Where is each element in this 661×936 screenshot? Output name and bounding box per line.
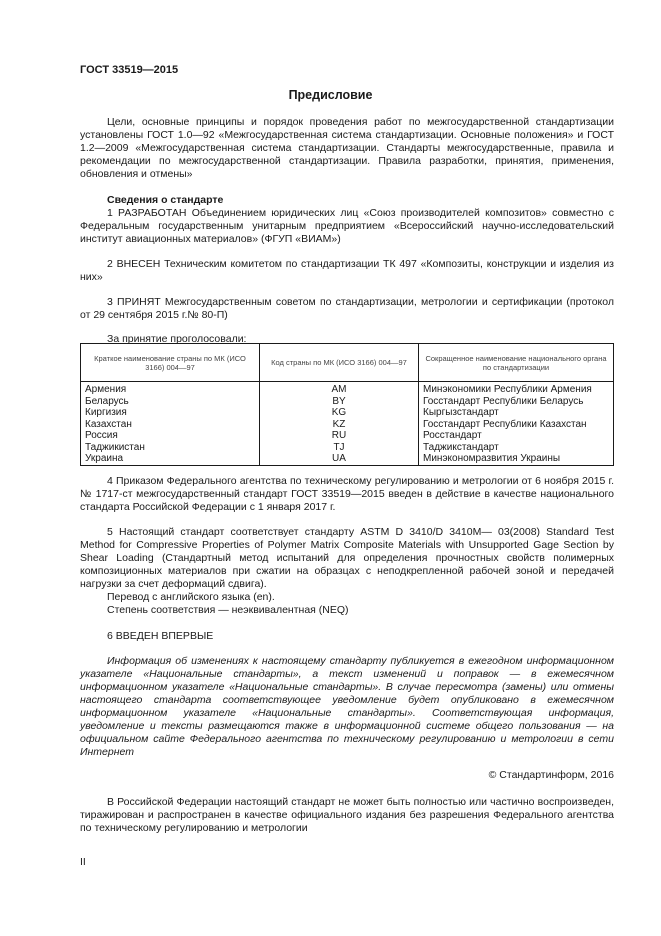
table-header-body: Сокращенное наименование национального органа по стандартизации	[419, 344, 614, 382]
country-cell: Казахстан	[81, 419, 260, 431]
conformity-note: Степень соответствия — неэквивалентная (NEQ)	[107, 604, 349, 616]
table-row	[81, 430, 614, 442]
reproduction-paragraph: В Российской Федерации настоящий стандарт не может быть полностью или частично воспроизведен, тиражирован и распространен в качестве официального издания без разрешения Федерального агентства по техническому регулированию и метрологии	[80, 796, 614, 834]
translation-note: Перевод с английского языка (en).	[107, 591, 275, 603]
body-cell: Таджикстандарт	[419, 442, 614, 454]
country-cell: Таджикистан	[81, 442, 260, 454]
table-row	[81, 419, 614, 431]
code-cell: RU	[260, 430, 419, 442]
page-number: II	[80, 856, 86, 868]
info-heading: Сведения о стандарте	[107, 194, 224, 206]
code-cell: AM	[260, 382, 419, 396]
table-header-row	[81, 344, 614, 382]
country-cell: Беларусь	[81, 396, 260, 408]
country-cell: Армения	[81, 382, 260, 396]
country-cell: Россия	[81, 430, 260, 442]
table-row	[81, 442, 614, 454]
code-cell: KZ	[260, 419, 419, 431]
country-cell: Киргизия	[81, 407, 260, 419]
body-cell: Госстандарт Республики Казахстан	[419, 419, 614, 431]
page-title: Предисловие	[288, 88, 373, 102]
item-3-paragraph: 3 ПРИНЯТ Межгосударственным советом по стандартизации, метрологии и сертификации (протокол от 29 сентября 2015 г.№ 80-П)	[80, 296, 614, 321]
item-4-paragraph: 4 Приказом Федерального агентства по техническому регулированию и метрологии от 6 ноября 2015 г. № 1717-ст межгосударственный стандарт ГОСТ 33519—2015 введен в действие в качестве национального стандарта Российской Федерации с 1 января 2017 г.	[80, 475, 614, 513]
item-6-paragraph: 6 ВВЕДЕН ВПЕРВЫЕ	[107, 630, 214, 642]
table-row	[81, 407, 614, 419]
voting-countries-table	[80, 343, 614, 466]
body-cell: Минэкономразвития Украины	[419, 453, 614, 465]
copyright-line: © Стандартинформ, 2016	[488, 769, 614, 781]
changes-info-paragraph: Информация об изменениях к настоящему стандарту публикуется в ежегодном информационном указателе «Национальные стандарты», а текст изменений и поправок — в ежемесячном информационном указателе «Национальные стандарты». В случае пересмотра (замены) или отмены настоящего стандарта соответствующее уведомление будет опубликовано в ежемесячном информационном указателе «Национальные стандарты». Соответствующая информация, уведомление и тексты размещаются также в информационной системе общего пользования — на официальном сайте Федерального агентства по техническому регулированию и метрологии в сети Интернет	[80, 655, 614, 758]
body-cell: Госстандарт Республики Беларусь	[419, 396, 614, 408]
country-cell: Украина	[81, 453, 260, 465]
table-header-country: Краткое наименование страны по МК (ИСО 3166) 004—97	[81, 344, 260, 382]
table-row	[81, 453, 614, 465]
code-cell: UA	[260, 453, 419, 465]
intro-paragraph: Цели, основные принципы и порядок проведения работ по межгосударственной стандартизации установлены ГОСТ 1.0—92 «Межгосударственная система стандартизации. Основные положения» и ГОСТ 1.2—2009 «Межгосударственная система стандартизации. Стандарты межгосударственные, правила и рекомендации по межгосударственной стандартизации. Правила разработки, принятия, применения, обновления и отмены»	[80, 116, 614, 180]
item-2-paragraph: 2 ВНЕСЕН Техническим комитетом по стандартизации ТК 497 «Композиты, конструкции и изделия из них»	[80, 258, 614, 283]
body-cell: Кыргызстандарт	[419, 407, 614, 419]
item-1-paragraph: 1 РАЗРАБОТАН Объединением юридических лиц «Союз производителей композитов» совместно с Федеральным государственным унитарным предприятием «Всероссийский научно-исследовательский институт авиационных материалов» (ФГУП «ВИАМ»)	[80, 207, 614, 245]
table-row	[81, 382, 614, 396]
code-cell: KG	[260, 407, 419, 419]
code-cell: TJ	[260, 442, 419, 454]
body-cell: Росстандарт	[419, 430, 614, 442]
code-cell: BY	[260, 396, 419, 408]
body-cell: Минэкономики Республики Армения	[419, 382, 614, 396]
standard-code-header: ГОСТ 33519—2015	[80, 64, 179, 76]
table-row	[81, 396, 614, 408]
item-5-paragraph: 5 Настоящий стандарт соответствует стандарту ASTM D 3410/D 3410M— 03(2008) Standard Test Method for Compressive Properties of Polymer Matrix Composite Materials with Unsupported Gage Section by Shear Loading (Стандартный метод испытаний для определения прочностных свойств полимерных композиционных материалов при сжатии на образцах с неподкрепленной рабочей зоной и передачей нагрузки за счет деформаций сдвига).	[80, 526, 614, 590]
table-header-code: Код страны по МК (ИСО 3166) 004—97	[260, 344, 419, 382]
vote-caption: За принятие проголосовали:	[107, 333, 247, 345]
